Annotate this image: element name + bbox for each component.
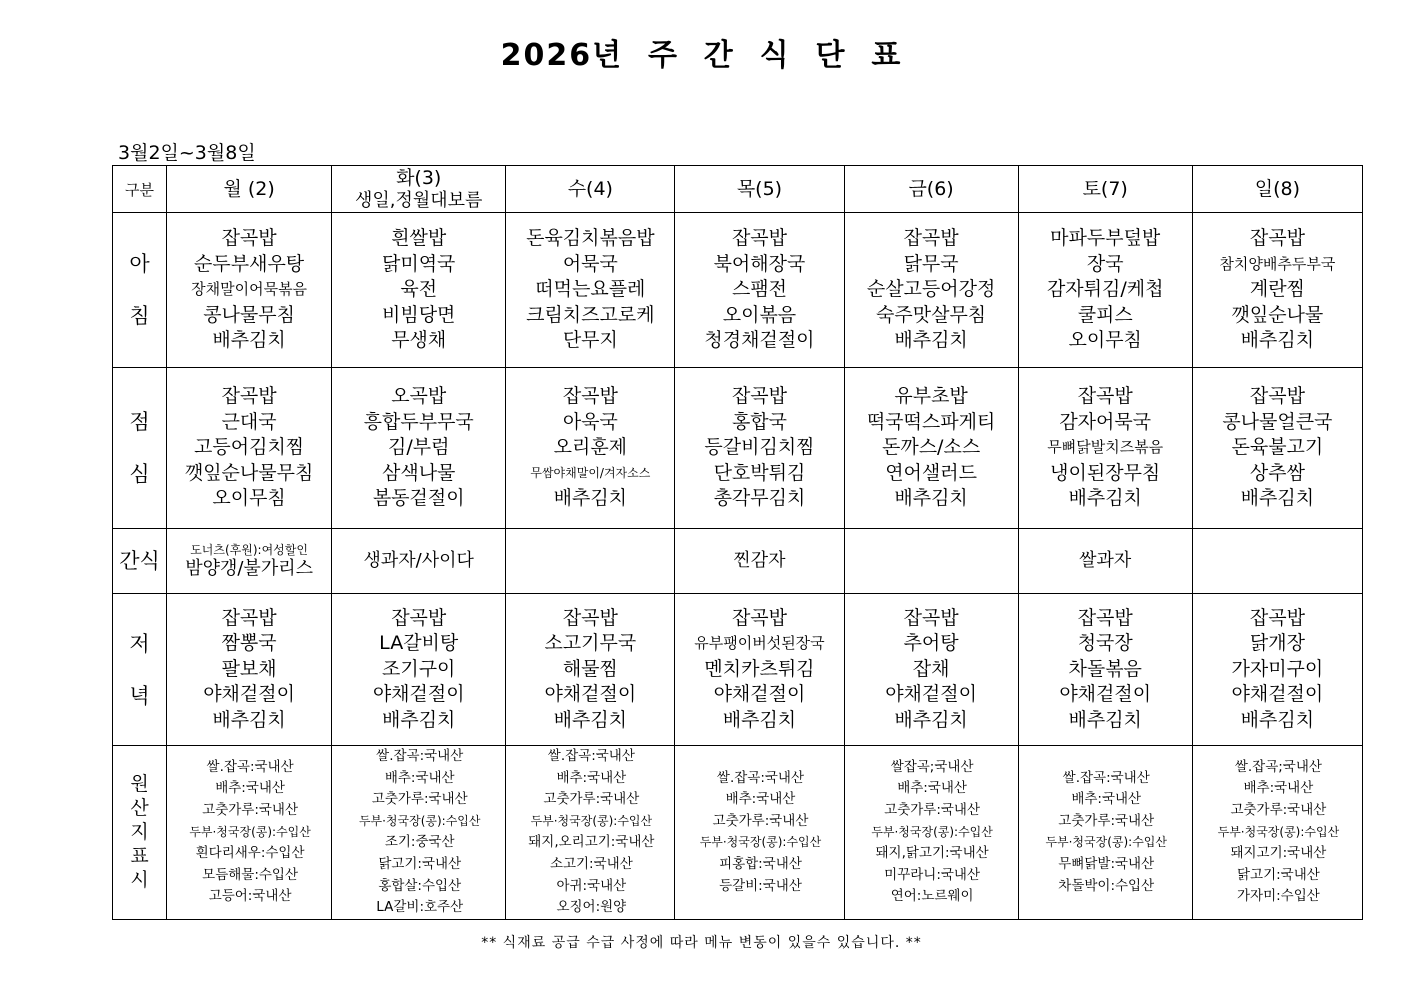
- menu-item: 배추김치: [894, 329, 968, 352]
- dinner-cell: [1018, 594, 1192, 746]
- breakfast-cell: [844, 213, 1018, 368]
- origin-item: 두부·청국장(콩):수입산: [699, 835, 822, 850]
- menu-item: 야채겉절이: [1231, 683, 1324, 706]
- origin-cell: [1018, 746, 1192, 920]
- menu-item: 단호박튀김: [713, 461, 806, 484]
- menu-item: 배추김치: [1240, 329, 1315, 352]
- lunch-cell: [506, 368, 675, 529]
- menu-item: 오리훈제: [553, 436, 628, 459]
- day-header: [167, 166, 332, 213]
- menu-item: 잡곡밥: [221, 606, 277, 629]
- menu-item: 콩나물얼큰국: [1222, 410, 1333, 433]
- row-label-char: 표: [130, 845, 149, 868]
- menu-item: 조기구이: [382, 657, 456, 680]
- origin-cell: [167, 746, 332, 920]
- menu-item: 오곡밥: [391, 385, 447, 408]
- lunch-cell: [332, 368, 506, 529]
- menu-item: 김/부럼: [387, 436, 450, 459]
- origin-item: 배추:국내산: [1071, 791, 1142, 808]
- menu-item: LA갈비탕: [379, 632, 459, 655]
- menu-item: 밤양갱/불가리스: [185, 558, 313, 579]
- snack-cell: [1192, 529, 1362, 594]
- menu-item: 야채겉절이: [372, 683, 465, 706]
- menu-item: 청국장: [1077, 632, 1133, 655]
- origin-item: 배추:국내산: [556, 769, 627, 786]
- menu-item: 콩나물무침: [203, 303, 295, 326]
- menu-item: 닭미역국: [382, 252, 456, 275]
- menu-item: 잡곡밥: [731, 227, 787, 250]
- menu-item: 등갈비김치찜: [704, 436, 815, 459]
- menu-item: 돈육불고기: [1231, 436, 1324, 459]
- breakfast-cell: [1192, 213, 1362, 368]
- day-header: [1192, 166, 1362, 213]
- day-header: [675, 166, 844, 213]
- menu-item: 유부초밥: [894, 385, 968, 408]
- menu-item: 냉이된장무침: [1050, 461, 1161, 484]
- day-name: 목(5): [736, 178, 783, 200]
- menu-item: 쌀과자: [1079, 550, 1132, 571]
- origin-item: 피홍합:국내산: [719, 855, 802, 872]
- origin-item: 돼지고기:국내산: [1230, 845, 1327, 862]
- origin-item: 흰다리새우:수입산: [195, 845, 305, 862]
- origin-item: 홍합살:수입산: [378, 877, 462, 894]
- snack-cell: [332, 529, 506, 594]
- menu-item: 야채겉절이: [544, 683, 637, 706]
- origin-item: 고춧가루:국내산: [543, 791, 640, 808]
- weekly-menu-table: [112, 165, 1363, 920]
- menu-item: 무생채: [391, 329, 447, 352]
- menu-item: 잡곡밥: [221, 385, 277, 408]
- row-label-char: 침: [129, 304, 150, 328]
- breakfast-cell: [675, 213, 844, 368]
- origin-item: 닭고기:국내산: [1236, 866, 1320, 883]
- origin-row: [113, 746, 1363, 920]
- menu-item: 야채겉절이: [885, 683, 977, 706]
- origin-item: 소고기:국내산: [549, 855, 633, 872]
- menu-item: 고등어김치찜: [194, 436, 305, 459]
- menu-item: 근대국: [221, 410, 277, 433]
- origin-item: 고춧가루:국내산: [712, 812, 809, 829]
- day-event: 생일,정월대보름: [355, 189, 483, 211]
- origin-item: 두부·청국장(콩):수입산: [530, 813, 653, 828]
- menu-item: 배추김치: [1068, 708, 1142, 731]
- menu-item: 청경채겉절이: [704, 329, 815, 352]
- breakfast-cell: [332, 213, 506, 368]
- menu-item: 북어해장국: [713, 252, 806, 275]
- origin-item: 두부·청국장(콩):수입산: [871, 824, 993, 839]
- menu-item: 유부팽이버섯된장국: [694, 634, 825, 653]
- menu-item: 홍합국: [731, 410, 787, 433]
- menu-item: 떠먹는요플레: [535, 278, 646, 301]
- menu-item: 배추김치: [894, 487, 968, 510]
- origin-cell: [844, 746, 1018, 920]
- menu-item: 잡곡밥: [562, 606, 618, 629]
- breakfast-cell: [1018, 213, 1192, 368]
- breakfast-cell: [167, 213, 332, 368]
- origin-item: 두부·청국장(콩):수입산: [1045, 835, 1167, 850]
- origin-item: 고춧가루:국내산: [1058, 812, 1155, 829]
- menu-item: 잡곡밥: [1249, 385, 1305, 408]
- origin-item: 아귀:국내산: [556, 877, 627, 894]
- origin-item: 오징어:원양: [556, 899, 627, 916]
- origin-item: 쌀.잡곡;국내산: [1234, 758, 1322, 775]
- menu-item: 잡곡밥: [1249, 227, 1305, 250]
- menu-item: 닭개장: [1249, 632, 1305, 655]
- origin-item: 배추:국내산: [725, 791, 796, 808]
- menu-item: 배추김치: [382, 708, 456, 731]
- menu-item: 어묵국: [562, 252, 618, 275]
- day-name: 화(3): [396, 166, 442, 189]
- menu-item: 봄동겉절이: [372, 487, 465, 510]
- menu-item: 배추김치: [1068, 487, 1142, 510]
- breakfast-row: [113, 213, 1363, 368]
- day-header: [1018, 166, 1192, 213]
- row-label-char: 산: [130, 797, 149, 820]
- header-label-text: 구분: [125, 180, 154, 199]
- menu-item: 배추김치: [1240, 708, 1315, 731]
- origin-item: 등갈비:국내산: [719, 877, 802, 894]
- menu-item: 비빔당면: [382, 303, 456, 326]
- row-label-char: 점: [129, 410, 150, 434]
- menu-item: 장채말이어묵볶음: [191, 280, 308, 299]
- origin-item: 두부·청국장(콩):수입산: [189, 824, 311, 839]
- menu-item: 참치양배추두부국: [1219, 254, 1336, 273]
- menu-item: 마파두부덮밥: [1050, 227, 1161, 250]
- dinner-cell: [675, 594, 844, 746]
- menu-item: 순두부새우탕: [194, 252, 305, 275]
- origin-item: 닭고기:국내산: [378, 855, 462, 872]
- menu-item: 잡곡밥: [1249, 606, 1305, 629]
- menu-item: 잡곡밥: [391, 606, 447, 629]
- row-label-char: 지: [130, 821, 149, 844]
- menu-item: 배추김치: [553, 487, 628, 510]
- dinner-cell: [844, 594, 1018, 746]
- breakfast-label: [113, 213, 167, 368]
- menu-item: 야채겉절이: [1059, 683, 1152, 706]
- menu-item: 닭무국: [903, 252, 959, 275]
- snack-label: [113, 529, 167, 594]
- dinner-row: [113, 594, 1363, 746]
- lunch-label: [113, 368, 167, 529]
- menu-item: 배추김치: [894, 708, 968, 731]
- menu-item: 상추쌈: [1249, 461, 1305, 484]
- menu-item: 잡곡밥: [1077, 385, 1133, 408]
- menu-item: 야채겉절이: [203, 683, 295, 706]
- origin-item: 미꾸라니:국내산: [884, 866, 981, 883]
- menu-item: 찐감자: [733, 550, 786, 571]
- origin-cell: [506, 746, 675, 920]
- lunch-cell: [844, 368, 1018, 529]
- menu-item: 잡곡밥: [221, 227, 277, 250]
- snack-cell: [1018, 529, 1192, 594]
- origin-item: 돼지,오리고기:국내산: [528, 834, 655, 851]
- origin-item: 배추:국내산: [215, 780, 285, 797]
- origin-item: 쌀.잡곡:국내산: [547, 748, 635, 764]
- lunch-cell: [1192, 368, 1362, 529]
- origin-cell: [332, 746, 506, 920]
- menu-item: 깻잎순나물: [1231, 303, 1324, 326]
- day-name: 수(4): [567, 178, 613, 200]
- origin-cell: [1192, 746, 1362, 920]
- menu-item: 육전: [400, 278, 438, 301]
- menu-item: 배추김치: [212, 329, 286, 352]
- origin-item: 두부·청국장(콩):수입산: [358, 813, 481, 828]
- day-header: [844, 166, 1018, 213]
- origin-item: 쌀.잡곡:국내산: [716, 769, 805, 786]
- menu-item: 순살고등어강정: [866, 278, 996, 301]
- menu-item: 오이볶음: [722, 303, 797, 326]
- origin-item: 무뼈닭발:국내산: [1058, 855, 1155, 872]
- menu-item: 생과자/사이다: [363, 550, 474, 571]
- menu-item: 해물찜: [562, 657, 618, 680]
- menu-item: 배추김치: [212, 708, 286, 731]
- menu-item: 차돌볶음: [1068, 657, 1142, 680]
- menu-item: 잡곡밥: [1077, 606, 1133, 629]
- page-title: 2026년 주 간 식 단 표: [500, 38, 903, 73]
- menu-item: 잡곡밥: [731, 606, 787, 629]
- footer-note: ** 식재료 공급 수급 사정에 따라 메뉴 변동이 있을수 있습니다. **: [481, 935, 922, 951]
- menu-item: 배추김치: [1240, 487, 1315, 510]
- menu-item: 무뼈닭발치즈볶음: [1047, 438, 1164, 457]
- row-label-text: 간식: [119, 549, 160, 573]
- origin-item: 연어:노르웨이: [890, 888, 974, 905]
- day-name: 일(8): [1254, 178, 1301, 200]
- origin-item: 가자미:수입산: [1236, 888, 1320, 905]
- header-label: [113, 166, 167, 213]
- lunch-row: [113, 368, 1363, 529]
- menu-item: 팔보채: [221, 657, 277, 680]
- menu-item: 크림치즈고로케: [526, 303, 655, 326]
- origin-item: 고춧가루:국내산: [202, 801, 299, 818]
- menu-item: 야채겉절이: [713, 683, 806, 706]
- origin-item: 쌀.잡곡:국내산: [376, 748, 464, 764]
- origin-item: 모듬해물:수입산: [202, 866, 299, 883]
- origin-item: 두부·청국장(콩):수입산: [1217, 824, 1340, 839]
- menu-item: 멘치카츠튀김: [704, 657, 815, 680]
- breakfast-cell: [506, 213, 675, 368]
- origin-item: 돼지,닭고기:국내산: [875, 845, 989, 862]
- menu-item: 감자튀김/케첩: [1046, 278, 1164, 301]
- snack-cell: [844, 529, 1018, 594]
- menu-item: 단무지: [562, 329, 618, 352]
- menu-item: 쿨피스: [1077, 303, 1133, 326]
- origin-cell: [675, 746, 844, 920]
- menu-item: 오이무침: [212, 487, 286, 510]
- menu-item: 도너츠(후원):여성할인: [190, 543, 308, 557]
- dinner-cell: [332, 594, 506, 746]
- dinner-cell: [506, 594, 675, 746]
- menu-item: 잡곡밥: [562, 385, 618, 408]
- origin-item: 조기:중국산: [384, 834, 455, 851]
- menu-item: 잡곡밥: [903, 227, 959, 250]
- lunch-cell: [167, 368, 332, 529]
- menu-item: 잡채: [912, 657, 950, 680]
- day-name: 월 (2): [223, 178, 275, 200]
- lunch-cell: [1018, 368, 1192, 529]
- menu-item: 떡국떡스파게티: [866, 410, 996, 433]
- menu-item: 총각무김치: [713, 487, 806, 510]
- menu-item: 가자미구이: [1231, 657, 1324, 680]
- menu-item: 깻잎순나물무침: [184, 461, 314, 484]
- row-label-char: 시: [130, 869, 149, 892]
- origin-item: 고춧가루:국내산: [1230, 801, 1327, 818]
- lunch-cell: [675, 368, 844, 529]
- menu-item: 잡곡밥: [903, 606, 959, 629]
- menu-item: 연어샐러드: [885, 461, 977, 484]
- origin-item: 차돌박이:수입산: [1058, 877, 1155, 894]
- menu-item: 흰쌀밥: [391, 227, 447, 250]
- menu-item: 삼색나물: [382, 461, 456, 484]
- menu-item: 무쌈야채말이/겨자소스: [530, 465, 651, 480]
- menu-item: 짬뽕국: [221, 632, 277, 655]
- origin-item: 쌀잡곡;국내산: [890, 758, 974, 775]
- snack-cell: [167, 529, 332, 594]
- day-name: 토(7): [1082, 178, 1128, 200]
- origin-item: 배추:국내산: [384, 769, 455, 786]
- origin-label: [113, 746, 167, 920]
- day-name: 금(6): [908, 178, 954, 200]
- menu-item: 숙주맛살무침: [876, 303, 987, 326]
- origin-item: 쌀.잡곡:국내산: [1062, 769, 1150, 786]
- menu-item: 잡곡밥: [731, 385, 787, 408]
- snack-cell: [675, 529, 844, 594]
- row-label-char: 원: [130, 773, 149, 796]
- date-range: 3월2일~3월8일: [118, 142, 256, 164]
- snack-row: [113, 529, 1363, 594]
- menu-item: 아욱국: [562, 410, 618, 433]
- row-label-char: 저: [129, 631, 150, 656]
- origin-item: LA갈비:호주산: [376, 899, 464, 916]
- snack-cell: [506, 529, 675, 594]
- menu-item: 장국: [1086, 252, 1124, 275]
- origin-item: 배추:국내산: [897, 780, 967, 797]
- row-label-char: 아: [129, 252, 150, 276]
- menu-item: 배추김치: [722, 708, 797, 731]
- header-row: [113, 166, 1363, 213]
- menu-item: 스팸전: [731, 278, 787, 301]
- menu-item: 추어탕: [903, 632, 959, 655]
- menu-item: 오이무침: [1068, 329, 1142, 352]
- menu-item: 돈육김치볶음밥: [526, 227, 655, 250]
- origin-item: 쌀.잡곡:국내산: [206, 758, 294, 775]
- origin-item: 고등어:국내산: [208, 888, 292, 905]
- dinner-cell: [1192, 594, 1362, 746]
- day-header: [506, 166, 675, 213]
- row-label-char: 심: [129, 462, 150, 486]
- origin-item: 고춧가루:국내산: [884, 801, 981, 818]
- day-header: [332, 166, 506, 213]
- menu-item: 감자어묵국: [1059, 410, 1152, 433]
- menu-item: 흥합두부무국: [363, 410, 474, 433]
- origin-item: 배추:국내산: [1243, 780, 1314, 797]
- menu-item: 계란찜: [1249, 278, 1305, 301]
- origin-item: 고춧가루:국내산: [371, 791, 468, 808]
- menu-item: 배추김치: [553, 708, 628, 731]
- menu-item: 소고기무국: [544, 632, 637, 655]
- dinner-label: [113, 594, 167, 746]
- row-label-char: 녁: [129, 683, 150, 708]
- dinner-cell: [167, 594, 332, 746]
- menu-item: 돈까스/소스: [882, 436, 981, 459]
